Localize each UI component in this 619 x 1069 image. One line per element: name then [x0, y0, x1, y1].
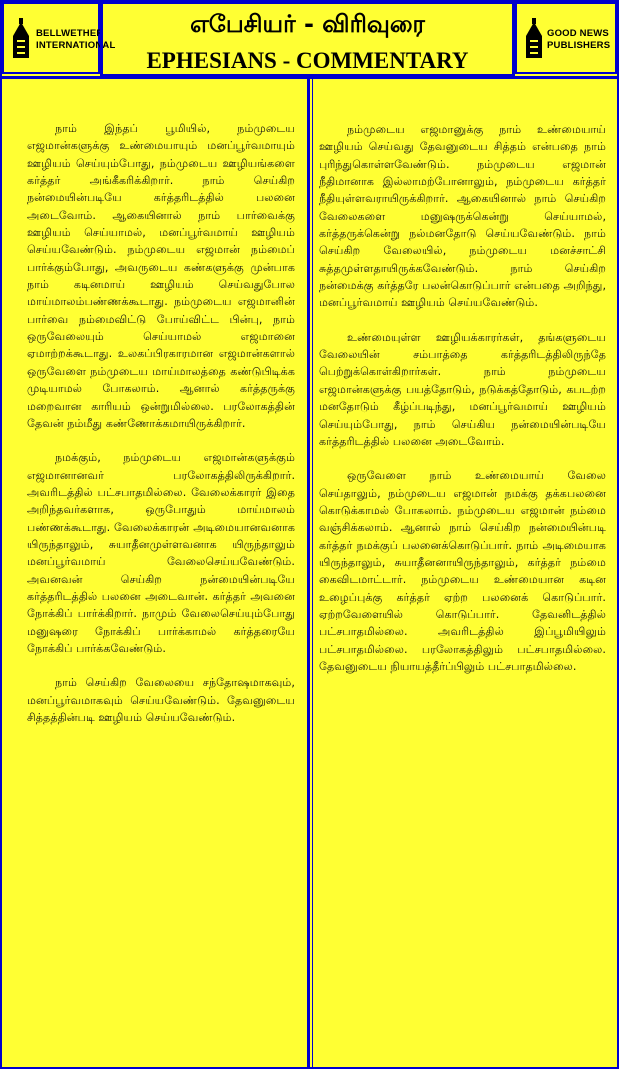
paragraph: நாம் செய்கிற வேலையை சந்தோஷமாகவும், மனப்பூர்வமாகவும் செய்யவேண்டும். தேவனுடைய சித்தத்தின்படி ஊழியம் செய்யவேண்டும்.: [27, 676, 295, 724]
right-column: [319, 121, 606, 692]
column-divider-inner: [312, 78, 313, 1069]
logo-left-line1: BELLWETHER: [36, 28, 104, 39]
logo-right-line1: GOOD NEWS: [547, 28, 609, 39]
title-english: EPHESIANS - COMMENTARY: [146, 48, 469, 73]
paragraph: நம்முடைய எஜமானுக்கு நாம் உண்மையாய் ஊழியம் செய்வது தேவனுடைய சித்தம் என்பதை நாம் புரிந்துகொள்ளவேண்டும். நம்முடைய எஜமான் நீதிமானாக இல்லாமற்போனாலும், நம்முடைய கர்த்தர் நீதியுள்ளவராயிருக்கிறார். ஆகையினால் நாம் செய்கிற வேலைகளை மனுஷருக்கென்று செய்யாமல், கர்த்தருக்கென்று நல்மனதோடு செய்யவேண்டும். நாம் செய்கிற வேலையில், நம்முடைய மனச்சாட்சி சுத்தமுள்ளதாயிருக்கவேண்டும். நாம் செய்கிற நன்மைக்கு கர்த்தரே பலன்கொடுப்பார் என்பதை அறிந்து, மனப்பூர்வமாய் ஊழியம் செய்யவேண்டும்.: [319, 123, 606, 310]
bellwether-logo-icon: [10, 18, 32, 60]
logo-right-line2: PUBLISHERS: [547, 40, 611, 51]
publisher-logo-left: [2, 2, 116, 74]
page-header: [0, 0, 619, 78]
publisher-logo-right: [515, 2, 617, 74]
good-news-logo-icon: [523, 18, 545, 60]
column-divider: [307, 78, 310, 1069]
left-column: [27, 120, 295, 743]
paragraph: உண்மையுள்ள ஊழியக்காரர்கள், தங்களுடைய வேலையின் சம்பாத்தை கர்த்தரிடத்திலிருந்தே பெற்றுக்கொள்கிறார்கள். நாம் நம்முடைய எஜமான்களுக்கு பயத்தோடும், நடுக்கத்தோடும், கபடற்ற மனதோடும் கீழ்ப்படிந்து, மனப்பூர்வமாய் ஊழியம் செய்யும்போது, நாம் செய்கிய நன்மையின்படியே கர்த்தரிடத்தில் பலனை அடைவோம்.: [319, 330, 606, 448]
title-tamil: எபேசியர் - விரிவுரை: [190, 10, 425, 38]
logo-left-line2: INTERNATIONAL: [36, 40, 116, 51]
paragraph: நாம் இந்தப் பூமியில், நம்முடைய எஜமான்களுக்கு உண்மையாயும் மனப்பூர்வமாயும் ஊழியம் செய்யும்போது, நம்முடைய ஊழியங்களை கர்த்தர் அங்கீகரிக்கிறார். நாம் செய்கிற நன்மையின்படியே கர்த்தரிடத்தில் பலனை அடைவோம். ஆகையினால் நாம் பார்வைக்கு ஊழியம் செய்யாமல், மனப்பூர்வமாய் ஊழியம் செய்யவேண்டும். நம்முடைய எஜமான் நம்மைப் பார்க்கும்போது, அவருடைய கண்களுக்கு முன்பாக நாம் கடினமாய் ஊழியம் செய்வதுபோல மாய்மாலம்பண்ணக்கூடாது. நம்முடைய எஜமானின் பார்வை நம்மைவிட்டு போய்விட்ட பின்பு, நாம் ஒருவேலையும் செய்யாமல் எஜமானை ஏமாற்றக்கூடாது. உலகப்பிரகாரமான எஜமான்களால் ஒருவேளை நம்முடைய மாய்மாலத்தை கண்டுபிடிக்க முடியாமல் போகலாம். ஆனால் கர்த்தருக்கு மறைவான காரியம் ஒன்றுமில்லை. பரலோகத்தின் தேவன் நம்மீது கண்ணோக்கமாயிருக்கிறார்.: [27, 122, 295, 430]
paragraph: நமக்கும், நம்முடைய எஜமான்களுக்கும் எஜமானானவர் பரலோகத்திலிருக்கிறார். அவரிடத்தில் பட்சபாதமில்லை. வேலைக்காரர் இதை அறிந்தவர்களாக, ஒருபோதும் மாய்மாலம் பண்ணக்கூடாது. வேலைக்காரன் அடிமையானவனாக யிருந்தாலும், சுயாதீனமுள்ளவனாக யிருந்தாலும் மனப்பூர்வமாய் வேலைசெய்யவேண்டும். அவனவன் செய்கிற நன்மையின்படியே கர்த்தரிடத்தில் பலனை அடைவான். கர்த்தர் அவனை நோக்கிப் பார்க்கிறார். நாமும் வேலைசெய்யும்போது மனுஷரை நோக்கிப் பார்க்காமல் கர்த்தரையே நோக்கிப் பார்க்கவேண்டும்.: [27, 451, 295, 655]
title-box: [100, 2, 515, 76]
logo-right-text: [547, 28, 610, 52]
paragraph: ஒருவேளை நாம் உண்மையாய் வேலை செய்தாலும், நம்முடைய எஜமான் நமக்கு தக்கபலனை கொடுக்காமல் போகலாம். நம்முடைய எஜமான் நம்மை வஞ்சிக்கலாம். ஆனால் நாம் செய்கிற நன்மையின்படி கர்த்தர் நமக்குப் பலனைக்கொடுப்பார். நாம் அடிமையாக யிருந்தாலும், சுயாதீனனாயிருந்தாலும், கர்த்தர் நம்மை கைவிடமாட்டார். நம்முடைய உண்மையான கடின உழைப்புக்கு கர்த்தர் ஏற்ற பலனைக் கொடுப்பார். ஏற்றவேளையில் கொடுப்பார். தேவனிடத்தில் பட்சபாதமில்லை. அவரிடத்தில் இப்பூமியிலும் பட்சபாதமில்லை. பரலோகத்திலும் பட்சபாதமில்லை. தேவனுடைய நியாயத்தீர்ப்பிலும் பட்சபாதமில்லை.: [319, 469, 606, 673]
